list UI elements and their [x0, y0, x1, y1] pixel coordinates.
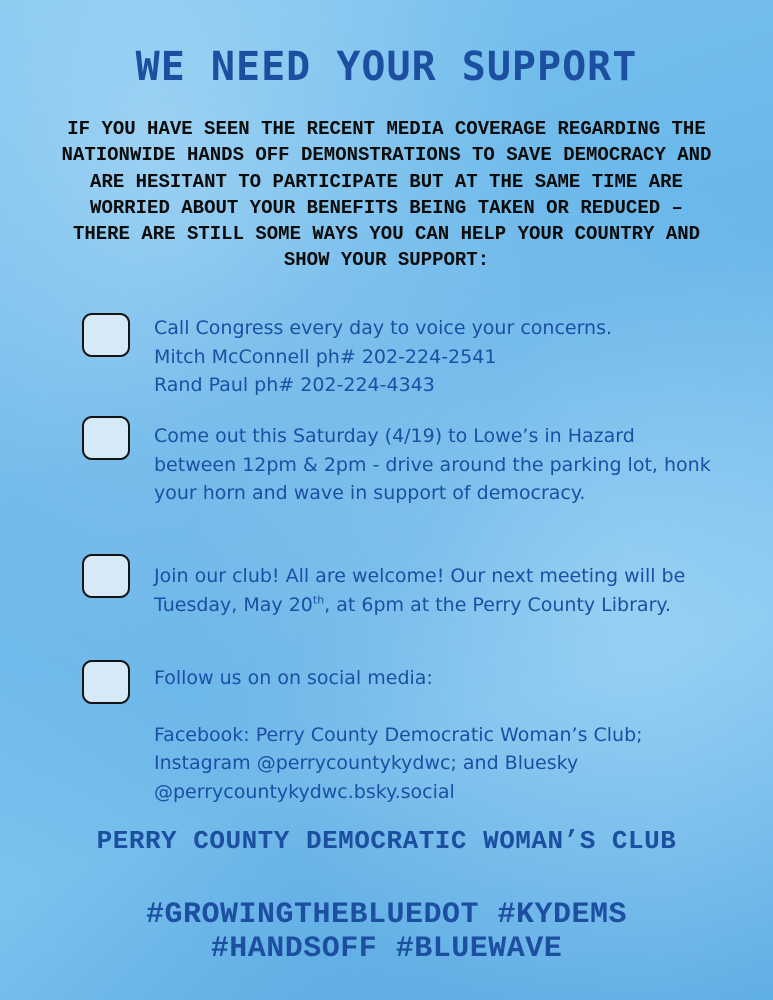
checkbox-social-media[interactable] — [82, 660, 130, 704]
club-name: PERRY COUNTY DEMOCRATIC WOMAN’S CLUB — [96, 826, 677, 856]
item-join-club-text: Join our club! All are welcome! Our next meeting will be Tuesday, May 20 — [154, 565, 686, 616]
flyer-title: WE NEED YOUR SUPPORT — [135, 44, 638, 90]
intro-paragraph: IF YOU HAVE SEEN THE RECENT MEDIA COVERAGE REGARDING THE NATIONWIDE HANDS OFF DEMONSTRATIONS TO SAVE DEMOCRACY AND ARE HESITANT TO PARTICIPATE BUT AT THE SAME TIME ARE WORRIED ABOUT YOUR BENEFITS BEING TAKEN OR REDUCED – THERE ARE STILL SOME WAYS YOU CAN HELP YOUR COUNTRY AND SHOW YOUR SUPPORT: — [61, 118, 712, 272]
hashtag-line-1: #GROWINGTHEBLUEDOT #KYDEMS — [145, 898, 628, 932]
item-call-congress — [154, 314, 714, 400]
item-lowes-rally: Come out this Saturday (4/19) to Lowe’s in Hazard between 12pm & 2pm - drive around the parking lot, honk your horn and wave in support of democracy. — [154, 425, 711, 504]
checkbox-lowes-rally[interactable] — [82, 416, 130, 460]
item-social-media — [154, 664, 714, 806]
item-call-congress-line-3: Rand Paul ph# 202-224-4343 — [154, 374, 435, 396]
item-call-congress-line-1: Call Congress every day to voice your concerns. — [154, 317, 613, 339]
item-social-media-text: Facebook: Perry County Democratic Woman’s Club; Instagram @perrycountykydwc; and Bluesky @perrycountykydwc.bsky.social — [154, 723, 643, 803]
item-join-club-superscript: th — [312, 593, 325, 607]
checkbox-join-club[interactable] — [82, 554, 130, 598]
item-join-club-text-after: , at 6pm at the Perry County Library. — [324, 593, 671, 616]
item-join-club — [154, 562, 714, 619]
hashtag-line-2: #HANDSOFF #BLUEWAVE — [210, 932, 563, 966]
hashtags — [0, 898, 773, 966]
checkbox-call-congress[interactable] — [82, 313, 130, 357]
item-social-media-heading: Follow us on on social media: — [154, 667, 433, 689]
item-call-congress-line-2: Mitch McConnell ph# 202-224-2541 — [154, 345, 497, 368]
